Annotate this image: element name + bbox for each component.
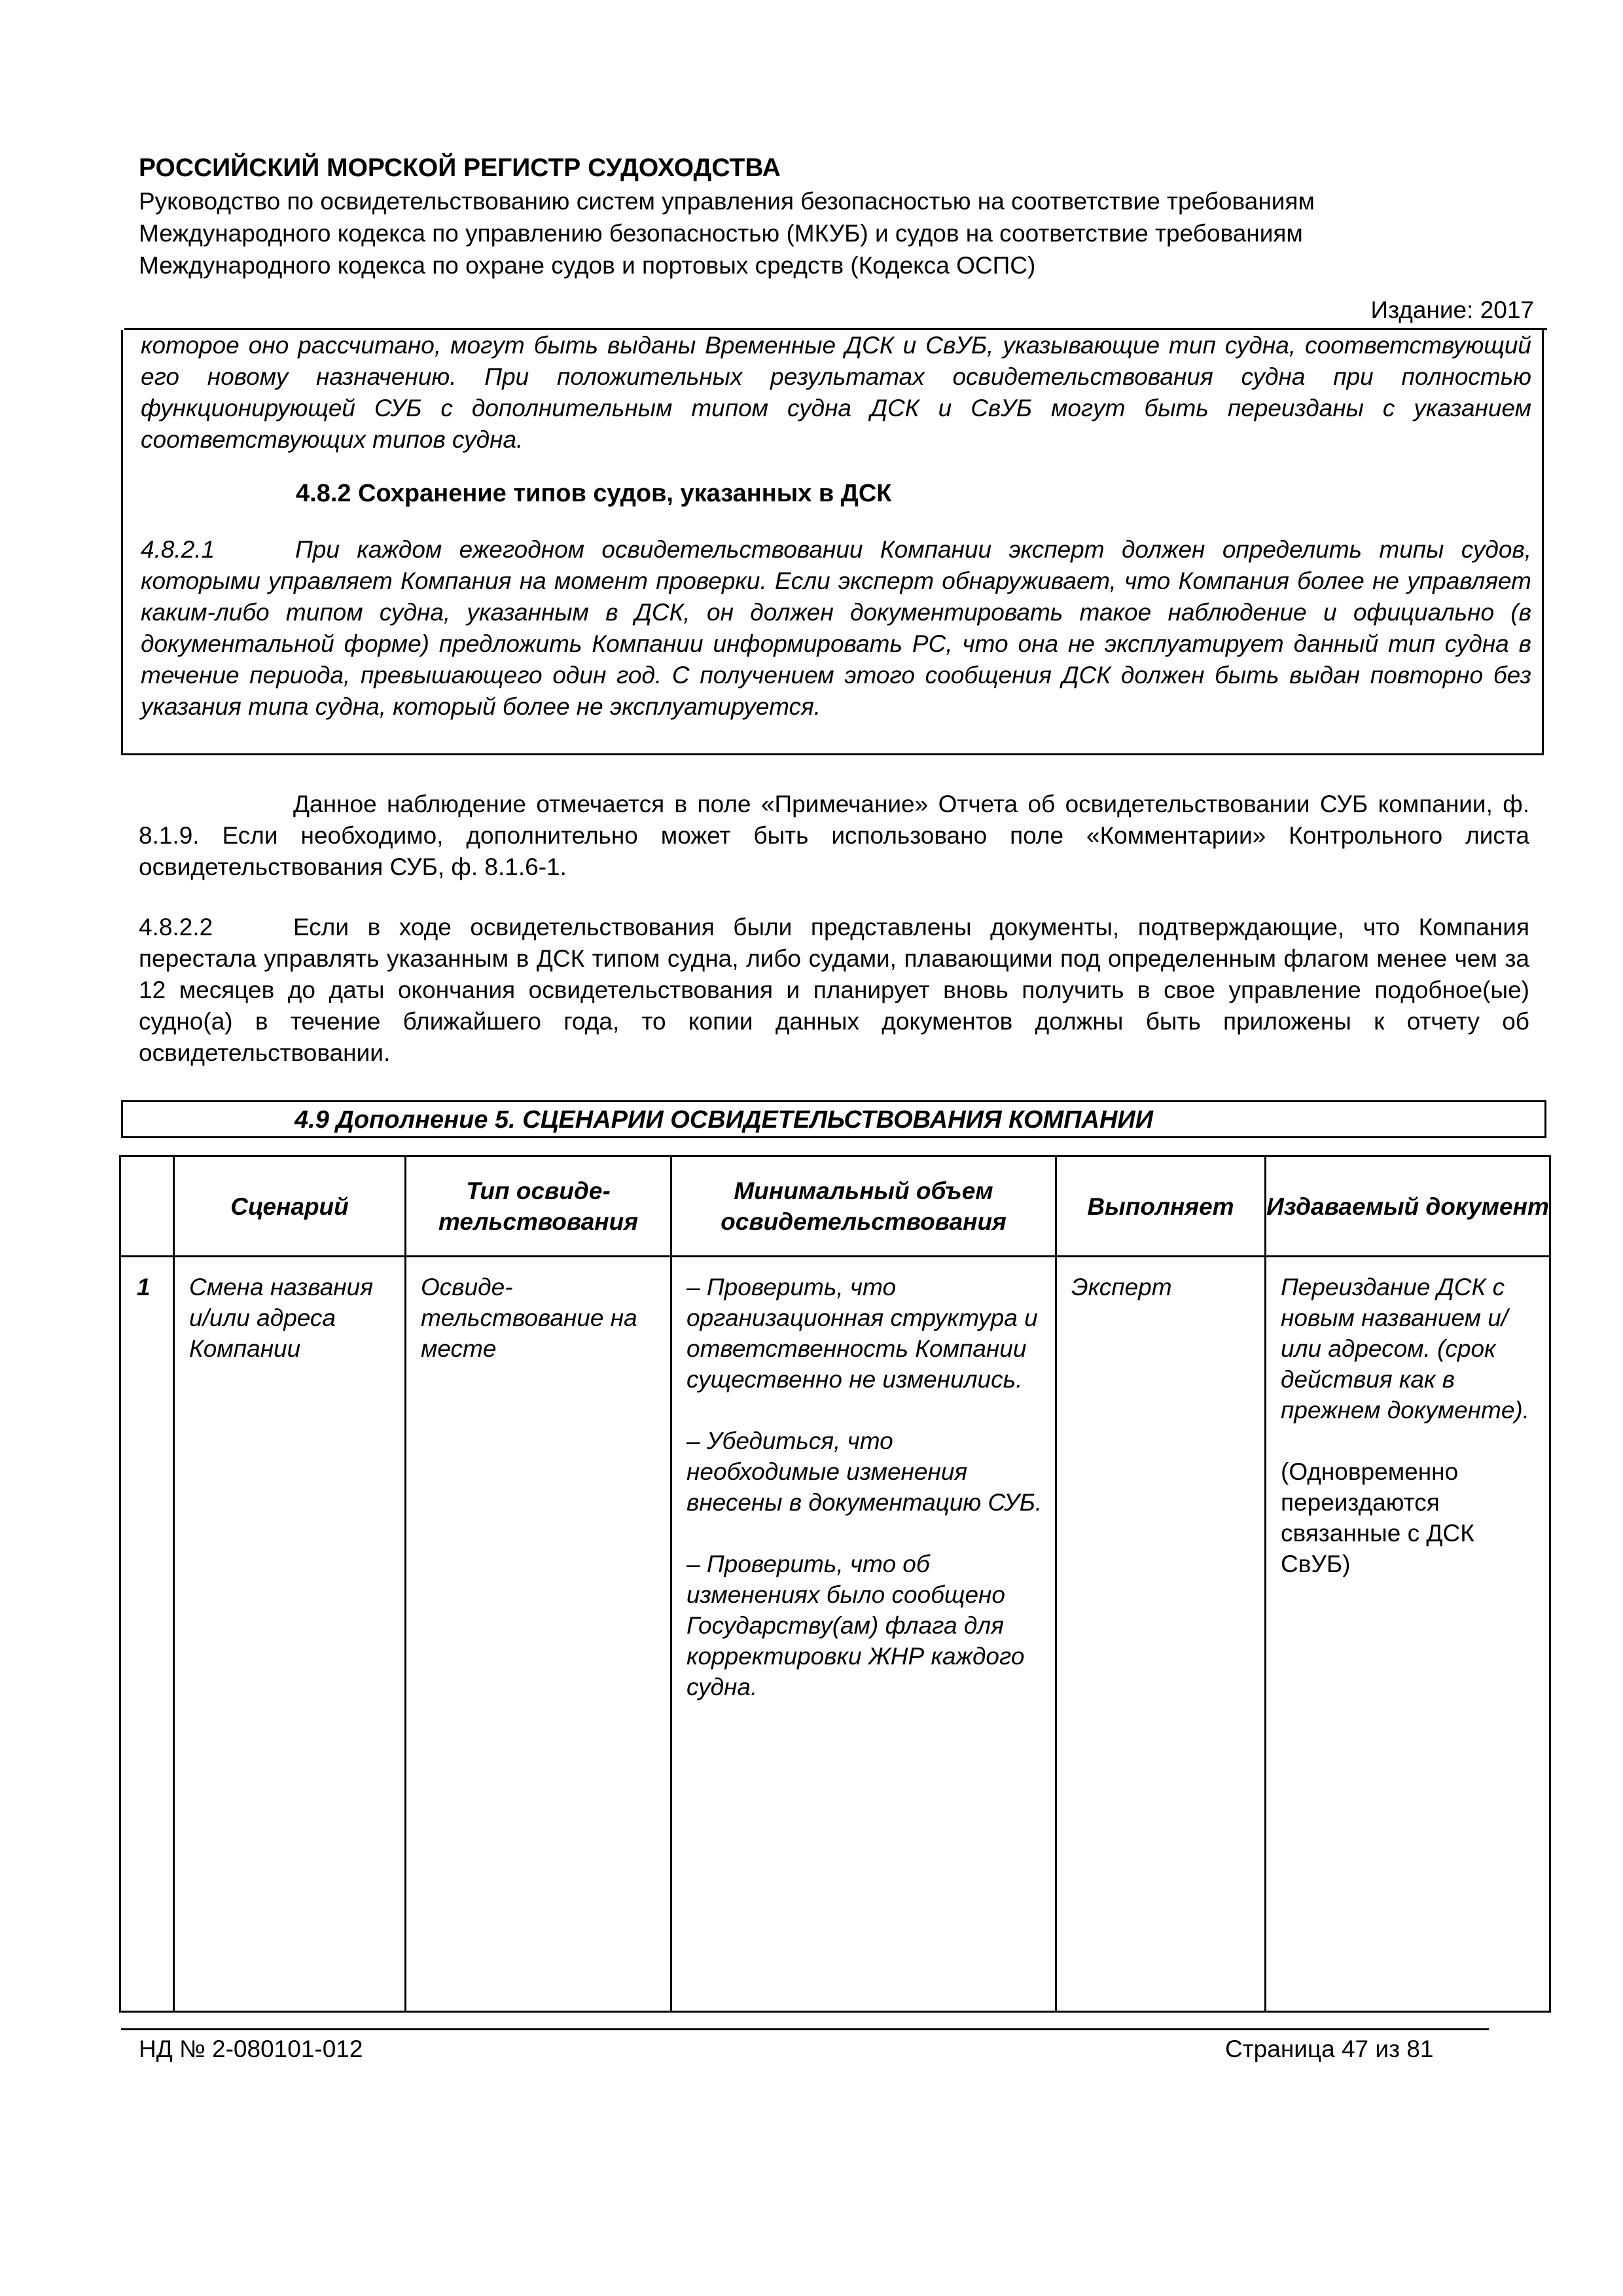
- section-title-box: [121, 1100, 1546, 1138]
- document-subtitle: [139, 185, 1546, 281]
- document-item-1: Переиздание ДСК с новым названием и/или адресом. (срок действия как в прежнем документе).: [1281, 1274, 1530, 1424]
- paragraph-number: 4.8.2.2: [139, 914, 213, 941]
- paragraph-text: При каждом ежегодном освидетельствовании Компании эксперт должен определить типы судов, которыми управляет Компания на момент проверки. Если эксперт обнаруживает, что Компания более не управляет каким-либо типом судна, указанным в ДСК, он должен документировать такое наблюдение и официально (в документальной форме) предложить Компании информировать РС, что она не эксплуатирует данный тип судна в течение периода, превышающего один год. С получением этого сообщения ДСК должен быть выдан повторно без указания типа судна, который более не эксплуатируется.: [141, 536, 1531, 720]
- document-item-2: (Одновременно переиздаются связанные с ДСК СвУБ): [1281, 1458, 1474, 1577]
- cell-document: [1266, 1257, 1550, 2012]
- section-title: 4.9 Дополнение 5. СЦЕНАРИИ ОСВИДЕТЕЛЬСТВОВАНИЯ КОМПАНИИ: [294, 1106, 1154, 1134]
- subtitle-line-3: Международного кодекса по охране судов и портовых средств (Кодекса ОСПС): [139, 252, 1036, 279]
- boxed-section: [121, 330, 1544, 755]
- scenario-table: [119, 1155, 1551, 2013]
- subtitle-line-1: Руководство по освидетельствованию систем управления безопасностью на соответствие требованиям: [139, 188, 1315, 215]
- note-text: Данное наблюдение отмечается в поле «Примечание» Отчета об освидетельствовании СУБ компании, ф. 8.1.9. Если необходимо, дополнительно может быть использовано поле «Комментарии» Контрольного листа освидетельствования СУБ, ф. 8.1.6-1.: [139, 791, 1529, 880]
- table-header-row: [120, 1157, 1550, 1257]
- continuation-paragraph: которое оно рассчитано, могут быть выданы Временные ДСК и СвУБ, указывающие тип судна, соответствующий его новому назначению. При положительных результатах освидетельствования судна при полностью функционирующей СУБ с дополнительным типом судна ДСК и СвУБ могут быть переизданы с указанием соответствующих типов судна.: [141, 332, 1531, 453]
- cell-performer: Эксперт: [1056, 1257, 1266, 2012]
- table-row: [120, 1257, 1550, 2012]
- header-type: Тип освиде-тельствования: [406, 1157, 671, 1257]
- scope-item-2: – Убедиться, что необходимые изменения внесены в документацию СУБ.: [687, 1427, 1043, 1516]
- paragraph-4-8-2-2: [139, 912, 1529, 1069]
- header-document: Издаваемый документ: [1266, 1157, 1550, 1257]
- scope-item-1: – Проверить, что организационная структура и ответственность Компании существенно не изменились.: [687, 1274, 1038, 1393]
- header-num: [120, 1157, 174, 1257]
- subtitle-line-2: Международного кодекса по управлению безопасностью (МКУБ) и судов на соответствие требованиям: [139, 220, 1303, 247]
- header-performer: Выполняет: [1056, 1157, 1266, 1257]
- scope-item-3: – Проверить, что об изменениях было сообщено Государству(ам) флага для корректировки ЖНР каждого судна.: [687, 1551, 1025, 1700]
- paragraph-number: 4.8.2.1: [141, 536, 215, 563]
- doc-number: НД № 2-080101-012: [139, 2036, 363, 2062]
- edition-label: Издание: 2017: [1370, 296, 1534, 323]
- footer-divider: [121, 2028, 1489, 2030]
- cell-num: 1: [120, 1257, 174, 2012]
- header-scenario: Сценарий: [174, 1157, 406, 1257]
- paragraph-text: Если в ходе освидетельствования были представлены документы, подтверждающие, что Компания перестала управлять указанным в ДСК типом судна, либо судами, плавающими под определенным флагом менее чем за 12 месяцев до даты окончания освидетельствования и планирует вновь получить в свое управление подобное(ые) судно(а) в течение ближайшего года, то копии данных документов должны быть приложены к отчету об освидетельствовании.: [139, 914, 1529, 1066]
- section-heading-4-8-2: 4.8.2 Сохранение типов судов, указанных в ДСК: [296, 480, 892, 507]
- cell-scope: [671, 1257, 1056, 2012]
- cell-type: Освиде-тельствование на месте: [406, 1257, 671, 2012]
- cell-scenario: Смена названия и/или адреса Компании: [174, 1257, 406, 2012]
- header-scope: Минимальный объем освидетельствования: [671, 1157, 1056, 1257]
- paragraph-4-8-2-1: [141, 534, 1531, 723]
- note-paragraph: [139, 789, 1529, 883]
- org-name: РОССИЙСКИЙ МОРСКОЙ РЕГИСТР СУДОХОДСТВА: [139, 154, 781, 182]
- page-number: Страница 47 из 81: [1225, 2036, 1434, 2062]
